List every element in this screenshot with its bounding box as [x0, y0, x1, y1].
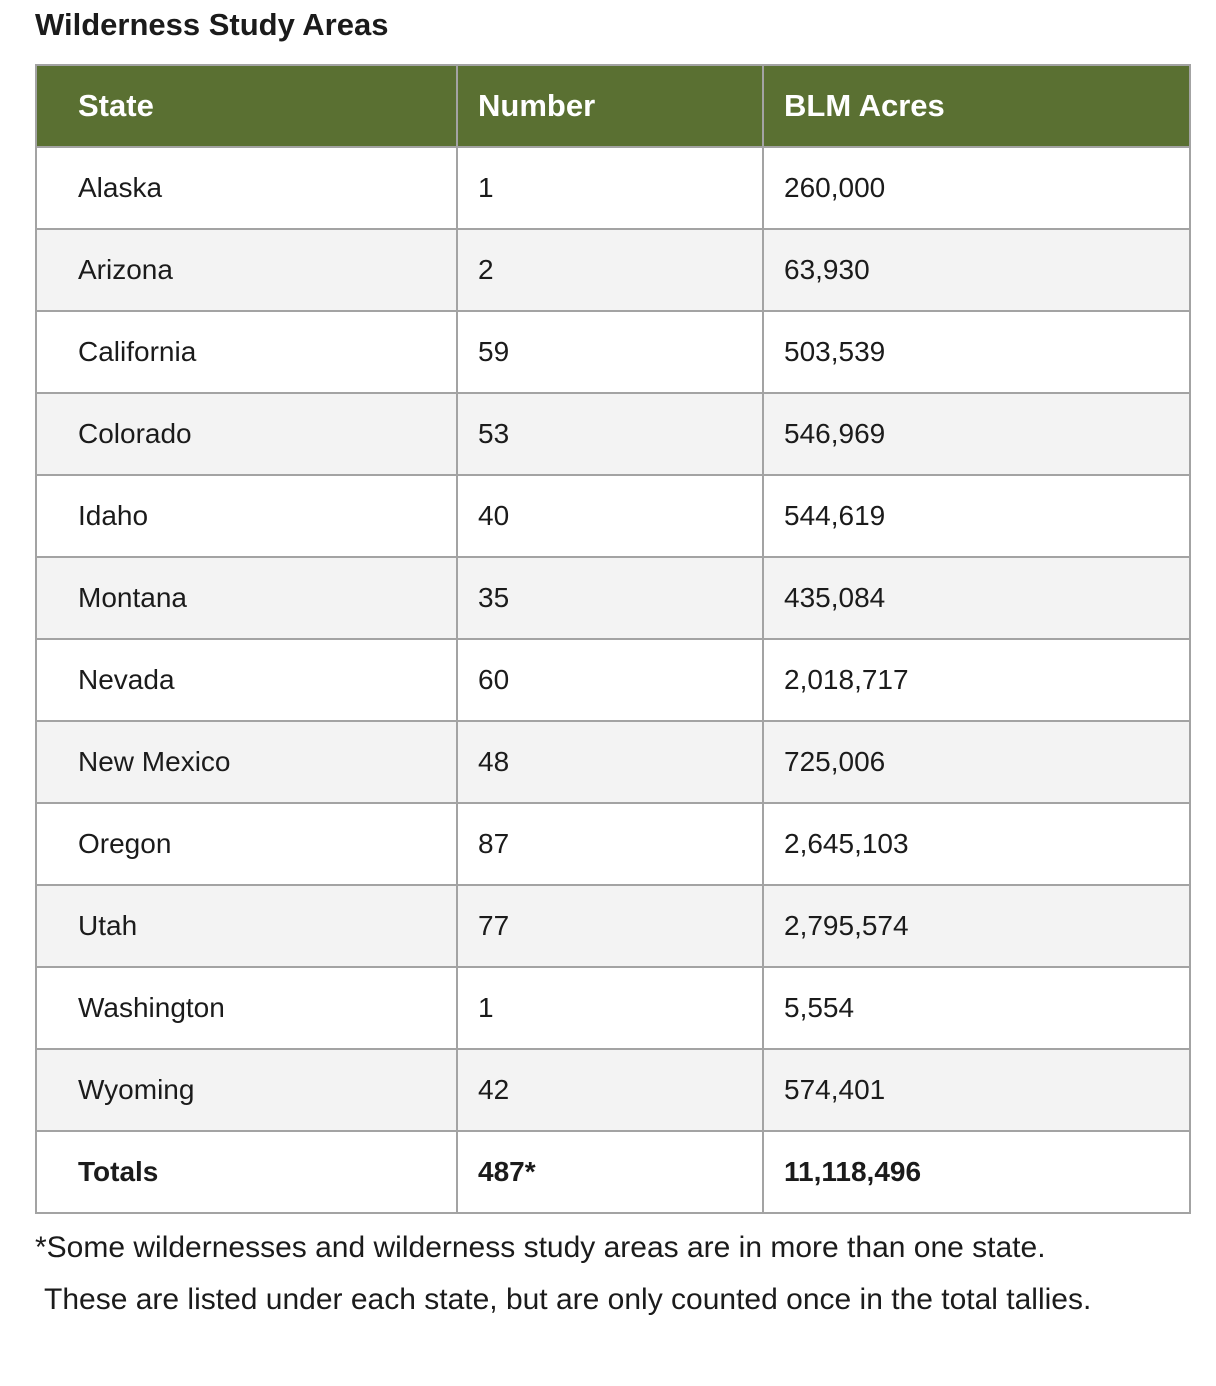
state-cell: Montana: [36, 557, 457, 639]
table-row: [36, 475, 1190, 557]
totals-row: [36, 1131, 1190, 1213]
state-cell: Idaho: [36, 475, 457, 557]
acres-cell: 574,401: [763, 1049, 1190, 1131]
table-row: [36, 721, 1190, 803]
number-cell: 1: [457, 147, 763, 229]
totals-acres: 11,118,496: [763, 1131, 1190, 1213]
number-cell: 48: [457, 721, 763, 803]
header-row: [36, 65, 1190, 147]
table-row: [36, 885, 1190, 967]
table-footer: [36, 1131, 1190, 1213]
number-cell: 53: [457, 393, 763, 475]
acres-cell: 2,645,103: [763, 803, 1190, 885]
footnote: [35, 1214, 1189, 1326]
totals-label: Totals: [36, 1131, 457, 1213]
acres-cell: 544,619: [763, 475, 1190, 557]
acres-cell: 2,795,574: [763, 885, 1190, 967]
wilderness-study-areas-table: [35, 64, 1191, 1214]
acres-cell: 63,930: [763, 229, 1190, 311]
footnote-line-2: These are listed under each state, but are only counted once in the total tallies.: [44, 1283, 1092, 1316]
number-cell: 77: [457, 885, 763, 967]
state-cell: Colorado: [36, 393, 457, 475]
page: [35, 0, 1189, 1326]
table-row: [36, 1049, 1190, 1131]
state-cell: New Mexico: [36, 721, 457, 803]
state-cell: Utah: [36, 885, 457, 967]
number-cell: 42: [457, 1049, 763, 1131]
acres-cell: 503,539: [763, 311, 1190, 393]
column-header-blm-acres: BLM Acres: [763, 65, 1190, 147]
state-cell: Alaska: [36, 147, 457, 229]
table-row: [36, 393, 1190, 475]
acres-cell: 546,969: [763, 393, 1190, 475]
table-row: [36, 557, 1190, 639]
table-header: [36, 65, 1190, 147]
state-cell: Arizona: [36, 229, 457, 311]
column-header-state: State: [36, 65, 457, 147]
page-title: Wilderness Study Areas: [35, 7, 389, 42]
footnote-line-1: *Some wildernesses and wilderness study areas are in more than one state.: [35, 1231, 1046, 1264]
state-cell: Oregon: [36, 803, 457, 885]
acres-cell: 2,018,717: [763, 639, 1190, 721]
number-cell: 87: [457, 803, 763, 885]
acres-cell: 725,006: [763, 721, 1190, 803]
state-cell: Nevada: [36, 639, 457, 721]
number-cell: 40: [457, 475, 763, 557]
table-row: [36, 229, 1190, 311]
number-cell: 60: [457, 639, 763, 721]
number-cell: 2: [457, 229, 763, 311]
totals-number: 487*: [457, 1131, 763, 1213]
acres-cell: 260,000: [763, 147, 1190, 229]
state-cell: Wyoming: [36, 1049, 457, 1131]
table-row: [36, 639, 1190, 721]
table-row: [36, 147, 1190, 229]
number-cell: 35: [457, 557, 763, 639]
column-header-number: Number: [457, 65, 763, 147]
state-cell: Washington: [36, 967, 457, 1049]
table-row: [36, 803, 1190, 885]
state-cell: California: [36, 311, 457, 393]
table-row: [36, 311, 1190, 393]
acres-cell: 435,084: [763, 557, 1190, 639]
number-cell: 1: [457, 967, 763, 1049]
acres-cell: 5,554: [763, 967, 1190, 1049]
table-row: [36, 967, 1190, 1049]
number-cell: 59: [457, 311, 763, 393]
table-body: [36, 147, 1190, 1131]
